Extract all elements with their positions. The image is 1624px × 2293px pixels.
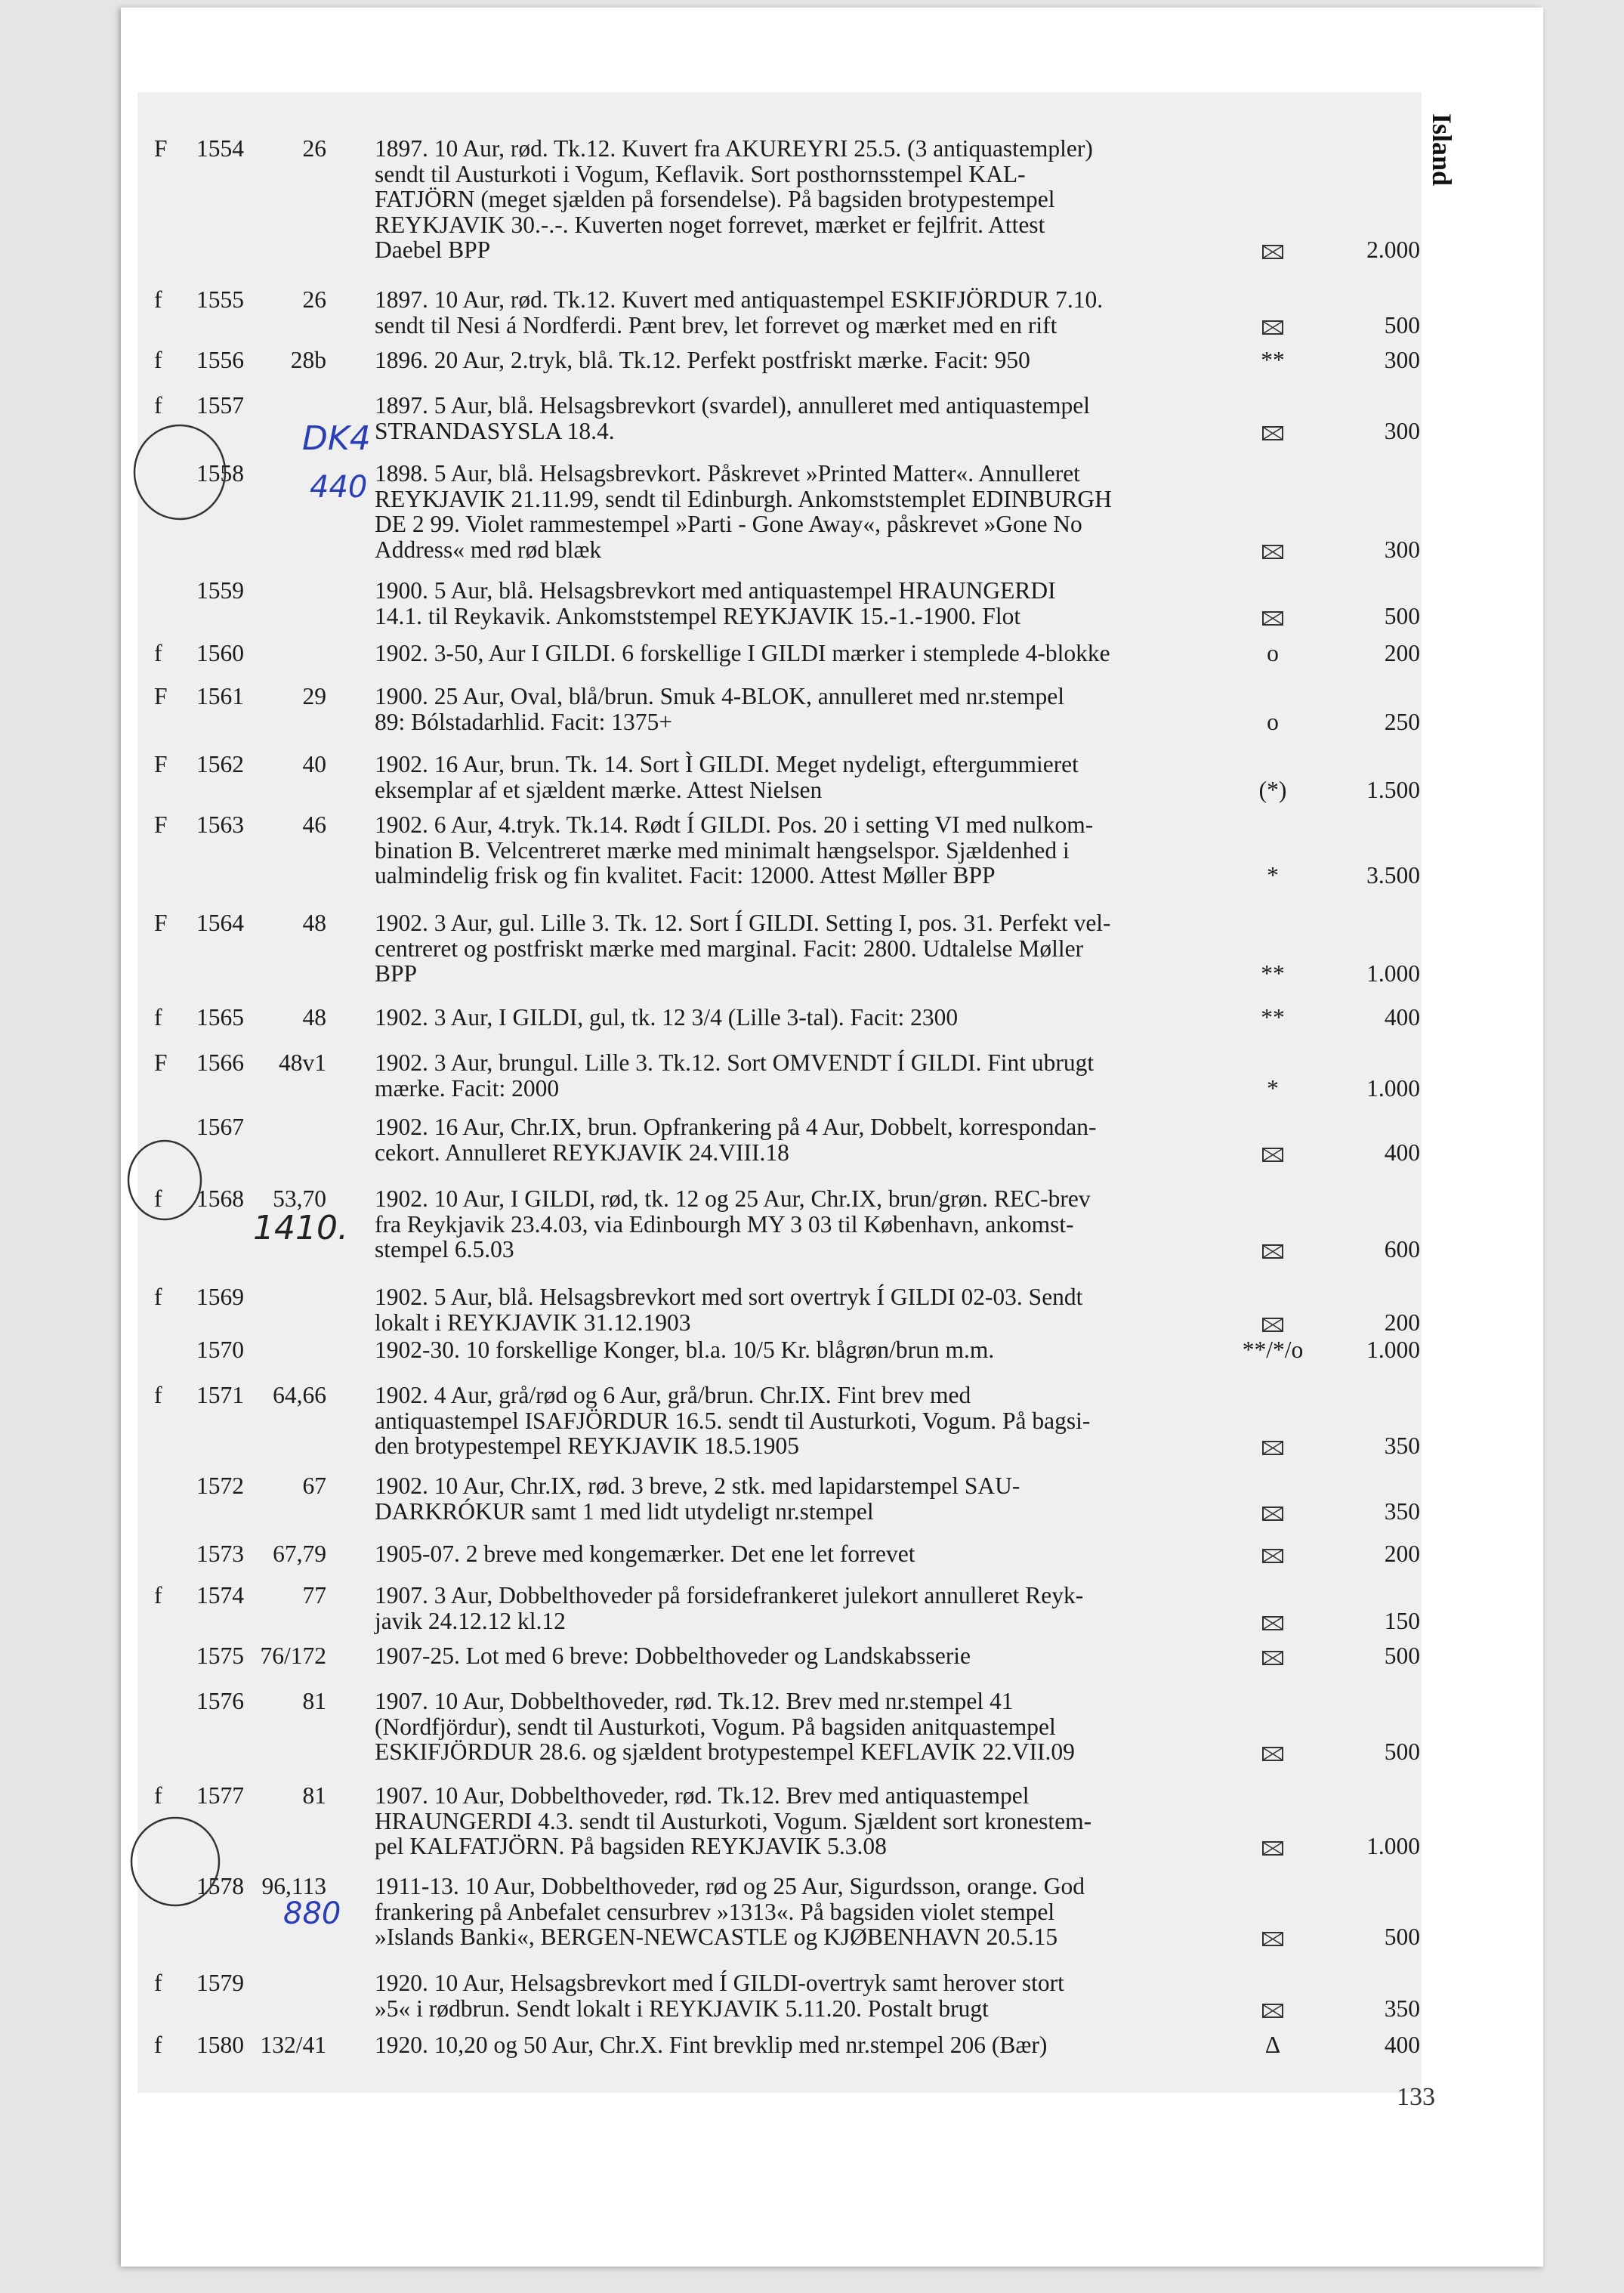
- description-line: pel KALFATJÖRN. På bagsiden REYKJAVIK 5.3.08: [375, 1833, 887, 1859]
- catalog-number: 96,113: [261, 1873, 326, 1899]
- catalog-number: 77: [302, 1582, 326, 1608]
- condition: o: [1267, 640, 1279, 666]
- lot-mark: f: [154, 2032, 162, 2058]
- description-line: frankering på Anbefalet censurbrev »1313«. På bagsiden violet stempel: [375, 1898, 1055, 1925]
- lot-mark: f: [154, 392, 162, 419]
- catalog-number: 26: [302, 286, 326, 313]
- lot-price: 2.000: [1366, 236, 1420, 263]
- condition: o: [1267, 708, 1279, 735]
- description-line: 14.1. til Reykavik. Ankomststempel REYKJAVIK 15.-1.-1900. Flot: [375, 602, 1021, 629]
- lot-number: 1560: [196, 640, 244, 666]
- description-line: mærke. Facit: 2000: [375, 1074, 560, 1102]
- description-line: 1911-13. 10 Aur, Dobbelthoveder, rød og 25 Aur, Sigurdsson, orange. God: [375, 1873, 1085, 1899]
- lot-price: 200: [1384, 1309, 1420, 1336]
- lot-number: 1566: [196, 1049, 244, 1076]
- description-line: bination B. Velcentreret mærke med minimalt hængselspor. Sjældenhed i: [375, 836, 1070, 864]
- description-line: 1902. 3 Aur, I GILDI, gul, tk. 12 3/4 (Lille 3-tal). Facit: 2300: [375, 1004, 959, 1031]
- description-line: »5« i rødbrun. Sendt lokalt i REYKJAVIK 5.11.20. Postalt brugt: [375, 1995, 989, 2022]
- catalog-number: 81: [302, 1782, 326, 1809]
- lot-number: 1579: [196, 1970, 244, 1996]
- catalog-number: 67,79: [273, 1541, 326, 1567]
- condition: **: [1261, 1004, 1285, 1031]
- lot-mark: f: [154, 1782, 162, 1809]
- description-line: 1902. 16 Aur, Chr.IX, brun. Opfrankering på 4 Aur, Dobbelt, korrespondan-: [375, 1114, 1097, 1140]
- description-line: antiquastempel ISAFJÖRDUR 16.5. sendt til Austurkoti, Vogum. På bagsi-: [375, 1407, 1091, 1434]
- catalog-number: 76/172: [260, 1642, 326, 1669]
- description-line: 1900. 5 Aur, blå. Helsagsbrevkort med antiquastempel HRAUNGERDI: [375, 577, 1056, 604]
- description-line: stempel 6.5.03: [375, 1236, 514, 1262]
- lot-price: 350: [1384, 1432, 1420, 1459]
- lot-price: 1.000: [1366, 960, 1420, 987]
- handwritten-note: 1410.: [253, 1209, 348, 1247]
- description-line: 1902. 3-50, Aur I GILDI. 6 forskellige I GILDI mærker i stemplede 4-blokke: [375, 640, 1110, 666]
- lot-mark: f: [154, 1185, 162, 1212]
- lot-price: 600: [1384, 1236, 1420, 1262]
- description-line: FATJÖRN (meget sjælden på forsendelse). På bagsiden brotypestempel: [375, 186, 1055, 212]
- lot-number: 1555: [196, 286, 244, 313]
- description-line: HRAUNGERDI 4.3. sendt til Austurkoti, Vogum. Sjældent sort kronestem-: [375, 1807, 1092, 1834]
- description-line: 1902. 10 Aur, Chr.IX, rød. 3 breve, 2 stk. med lapidarstempel SAU-: [375, 1473, 1020, 1499]
- lot-mark: f: [154, 1284, 162, 1310]
- lot-number: 1580: [196, 2032, 244, 2058]
- description-line: (Nordfjördur), sendt til Austurkoti, Vogum. På bagsiden anitquastempel: [375, 1713, 1056, 1740]
- catalog-number: 48: [302, 910, 326, 936]
- lot-mark: f: [154, 1004, 162, 1031]
- lot-price: 1.000: [1366, 1833, 1420, 1859]
- description-line: 1897. 10 Aur, rød. Tk.12. Kuvert fra AKUREYRI 25.5. (3 antiquastempler): [375, 135, 1093, 162]
- lot-number: 1573: [196, 1541, 244, 1567]
- lot-price: 400: [1384, 1139, 1420, 1166]
- lot-mark: F: [154, 135, 168, 162]
- lot-number: 1571: [196, 1382, 244, 1408]
- description-line: 1902. 5 Aur, blå. Helsagsbrevkort med sort overtryk Í GILDI 02-03. Sendt: [375, 1284, 1083, 1310]
- catalog-number: 28b: [290, 347, 326, 373]
- description-line: Daebel BPP: [375, 236, 491, 263]
- lot-price: 300: [1384, 417, 1420, 444]
- description-line: 1907. 10 Aur, Dobbelthoveder, rød. Tk.12. Brev med antiquastempel: [375, 1782, 1030, 1809]
- description-line: 1905-07. 2 breve med kongemærker. Det ene let forrevet: [375, 1541, 915, 1567]
- catalog-number: 53,70: [273, 1185, 326, 1212]
- lot-number: 1562: [196, 751, 244, 777]
- lot-mark: F: [154, 910, 168, 936]
- handwritten-note: 880: [283, 1896, 341, 1931]
- lot-number: 1577: [196, 1782, 244, 1809]
- description-line: lokalt i REYKJAVIK 31.12.1903: [375, 1309, 691, 1336]
- lot-price: 500: [1384, 1642, 1420, 1669]
- lot-number: 1575: [196, 1642, 244, 1669]
- condition: Δ: [1264, 2032, 1281, 2058]
- catalog-number: 48: [302, 1004, 326, 1031]
- lot-price: 400: [1384, 2032, 1420, 2058]
- lot-number: 1559: [196, 577, 244, 604]
- description-line: Address« med rød blæk: [375, 536, 602, 563]
- lot-price: 200: [1384, 1541, 1420, 1567]
- lot-price: 350: [1384, 1497, 1420, 1525]
- lot-price: 400: [1384, 1004, 1420, 1031]
- lot-mark: F: [154, 683, 168, 709]
- description-line: den brotypestempel REYKJAVIK 18.5.1905: [375, 1432, 799, 1459]
- lot-price: 3.500: [1366, 862, 1420, 888]
- lot-price: 250: [1384, 708, 1420, 735]
- lot-price: 500: [1384, 1924, 1420, 1950]
- condition: *: [1267, 862, 1279, 888]
- lot-number: 1576: [196, 1688, 244, 1714]
- description-line: sendt til Nesi á Nordferdi. Pænt brev, let forrevet og mærket med en rift: [375, 311, 1057, 338]
- lot-price: 150: [1384, 1607, 1420, 1634]
- condition: **: [1261, 347, 1285, 373]
- lot-number: 1568: [196, 1185, 244, 1212]
- lot-price: 500: [1384, 602, 1420, 629]
- lot-number: 1567: [196, 1114, 244, 1140]
- condition: *: [1267, 1074, 1279, 1102]
- lot-price: 1.500: [1366, 776, 1420, 803]
- circle-1578: [131, 1818, 219, 1905]
- lot-mark: f: [154, 286, 162, 313]
- lot-number: 1578: [196, 1873, 244, 1899]
- description-line: BPP: [375, 960, 418, 987]
- description-line: ESKIFJÖRDUR 28.6. og sjældent brotypestempel KEFLAVIK 22.VII.09: [375, 1738, 1075, 1765]
- description-line: sendt til Austurkoti i Vogum, Keflavik. Sort posthornsstempel KAL-: [375, 160, 1026, 187]
- catalog-number: 29: [302, 683, 326, 709]
- description-line: DE 2 99. Violet rammestempel »Parti - Gone Away«, påskrevet »Gone No: [375, 511, 1082, 537]
- description-line: 1907. 10 Aur, Dobbelthoveder, rød. Tk.12. Brev med nr.stempel 41: [375, 1688, 1014, 1714]
- description-line: fra Reykjavik 23.4.03, via Edinbourgh MY 3 03 til København, ankomst-: [375, 1210, 1074, 1238]
- lot-number: 1561: [196, 683, 244, 709]
- description-line: 1902. 16 Aur, brun. Tk. 14. Sort Ì GILDI. Meget nydeligt, eftergummieret: [375, 751, 1079, 777]
- lot-number: 1565: [196, 1004, 244, 1031]
- condition: (*): [1258, 776, 1287, 803]
- page-number: 133: [1397, 2083, 1435, 2111]
- description-line: 1902. 10 Aur, I GILDI, rød, tk. 12 og 25 Aur, Chr.IX, brun/grøn. REC-brev: [375, 1185, 1091, 1212]
- description-line: 1920. 10,20 og 50 Aur, Chr.X. Fint brevklip med nr.stempel 206 (Bær): [375, 2032, 1048, 2058]
- catalog-number: 67: [302, 1473, 326, 1499]
- condition: **: [1261, 960, 1285, 987]
- description-line: javik 24.12.12 kl.12: [375, 1607, 566, 1634]
- description-line: REYKJAVIK 30.-.-. Kuverten noget forrevet, mærket er fejlfrit. Attest: [375, 211, 1045, 238]
- lot-mark: f: [154, 640, 162, 666]
- description-line: centreret og postfriskt mærke med marginal. Facit: 2800. Udtalelse Møller: [375, 935, 1084, 962]
- description-line: STRANDASYSLA 18.4.: [375, 417, 615, 444]
- description-line: 1896. 20 Aur, 2.tryk, blå. Tk.12. Perfekt postfriskt mærke. Facit: 950: [375, 347, 1030, 373]
- catalog-number: 48v1: [279, 1049, 326, 1076]
- lot-number: 1557: [196, 392, 244, 419]
- catalog-number: 64,66: [273, 1382, 326, 1408]
- condition: **/*/o: [1242, 1337, 1304, 1363]
- description-line: 1902-30. 10 forskellige Konger, bl.a. 10/5 Kr. blågrøn/brun m.m.: [375, 1337, 995, 1363]
- description-line: »Islands Banki«, BERGEN-NEWCASTLE og KJØBENHAVN 20.5.15: [375, 1924, 1058, 1950]
- description-line: 1902. 3 Aur, gul. Lille 3. Tk. 12. Sort Í GILDI. Setting I, pos. 31. Perfekt vel-: [375, 910, 1111, 936]
- circle-1558: [134, 425, 225, 519]
- lot-price: 200: [1384, 640, 1420, 666]
- handwritten-note: 440: [310, 470, 368, 505]
- lot-mark: F: [154, 1049, 168, 1076]
- lot-price: 300: [1384, 347, 1420, 373]
- lot-price: 300: [1384, 536, 1420, 563]
- lot-mark: f: [154, 1382, 162, 1408]
- lot-number: 1564: [196, 910, 244, 936]
- lot-number: 1556: [196, 347, 244, 373]
- lot-mark: f: [154, 347, 162, 373]
- handwritten-note: DK4: [302, 419, 371, 458]
- catalog-page: [121, 8, 1543, 2267]
- catalog-number: 46: [302, 811, 326, 838]
- lot-mark: F: [154, 751, 168, 777]
- lot-mark: F: [154, 811, 168, 838]
- catalog-number: 132/41: [260, 2032, 326, 2058]
- lot-mark: f: [154, 1970, 162, 1996]
- description-line: 1902. 6 Aur, 4.tryk. Tk.14. Rødt Í GILDI. Pos. 20 i setting VI med nulkom-: [375, 811, 1094, 838]
- circle-1568: [128, 1141, 201, 1219]
- lot-number: 1570: [196, 1337, 244, 1363]
- lot-price: 500: [1384, 311, 1420, 338]
- description-line: REYKJAVIK 21.11.99, sendt til Edinburgh. Ankomststemplet EDINBURGH: [375, 485, 1112, 512]
- description-line: 89: Bólstadarhlid. Facit: 1375+: [375, 708, 672, 735]
- lot-number: 1574: [196, 1582, 244, 1608]
- description-line: 1920. 10 Aur, Helsagsbrevkort med Í GILDI-overtryk samt herover stort: [375, 1970, 1064, 1996]
- lot-number: 1558: [196, 460, 244, 487]
- lot-number: 1554: [196, 135, 244, 162]
- description-line: 1907. 3 Aur, Dobbelthoveder på forsidefrankeret julekort annulleret Reyk-: [375, 1582, 1084, 1608]
- lot-number: 1572: [196, 1473, 244, 1499]
- description-line: eksemplar af et sjældent mærke. Attest Nielsen: [375, 776, 823, 803]
- lot-price: 500: [1384, 1738, 1420, 1765]
- lot-number: 1563: [196, 811, 244, 838]
- lot-price: 350: [1384, 1995, 1420, 2022]
- description-line: 1907-25. Lot med 6 breve: Dobbelthoveder og Landskabsserie: [375, 1642, 971, 1669]
- description-line: 1898. 5 Aur, blå. Helsagsbrevkort. Påskrevet »Printed Matter«. Annulleret: [375, 460, 1080, 487]
- description-line: 1900. 25 Aur, Oval, blå/brun. Smuk 4-BLOK, annulleret med nr.stempel: [375, 683, 1064, 709]
- section-title: Island: [1427, 113, 1457, 187]
- description-line: 1902. 4 Aur, grå/rød og 6 Aur, grå/brun. Chr.IX. Fint brev med: [375, 1382, 971, 1408]
- catalog-number: 40: [302, 751, 326, 777]
- description-line: 1902. 3 Aur, brungul. Lille 3. Tk.12. Sort OMVENDT Í GILDI. Fint ubrugt: [375, 1049, 1095, 1076]
- description-line: ualmindelig frisk og fin kvalitet. Facit: 12000. Attest Møller BPP: [375, 862, 996, 888]
- catalog-number: 26: [302, 135, 326, 162]
- lot-number: 1569: [196, 1284, 244, 1310]
- description-line: cekort. Annulleret REYKJAVIK 24.VIII.18: [375, 1139, 789, 1166]
- description-line: DARKRÓKUR samt 1 med lidt utydeligt nr.stempel: [375, 1497, 874, 1525]
- lot-price: 1.000: [1366, 1337, 1420, 1363]
- description-line: 1897. 10 Aur, rød. Tk.12. Kuvert med antiquastempel ESKIFJÖRDUR 7.10.: [375, 286, 1104, 313]
- catalog-number: 81: [302, 1688, 326, 1714]
- lot-mark: f: [154, 1582, 162, 1608]
- lot-price: 1.000: [1366, 1074, 1420, 1102]
- description-line: 1897. 5 Aur, blå. Helsagsbrevkort (svardel), annulleret med antiquastempel: [375, 392, 1090, 419]
